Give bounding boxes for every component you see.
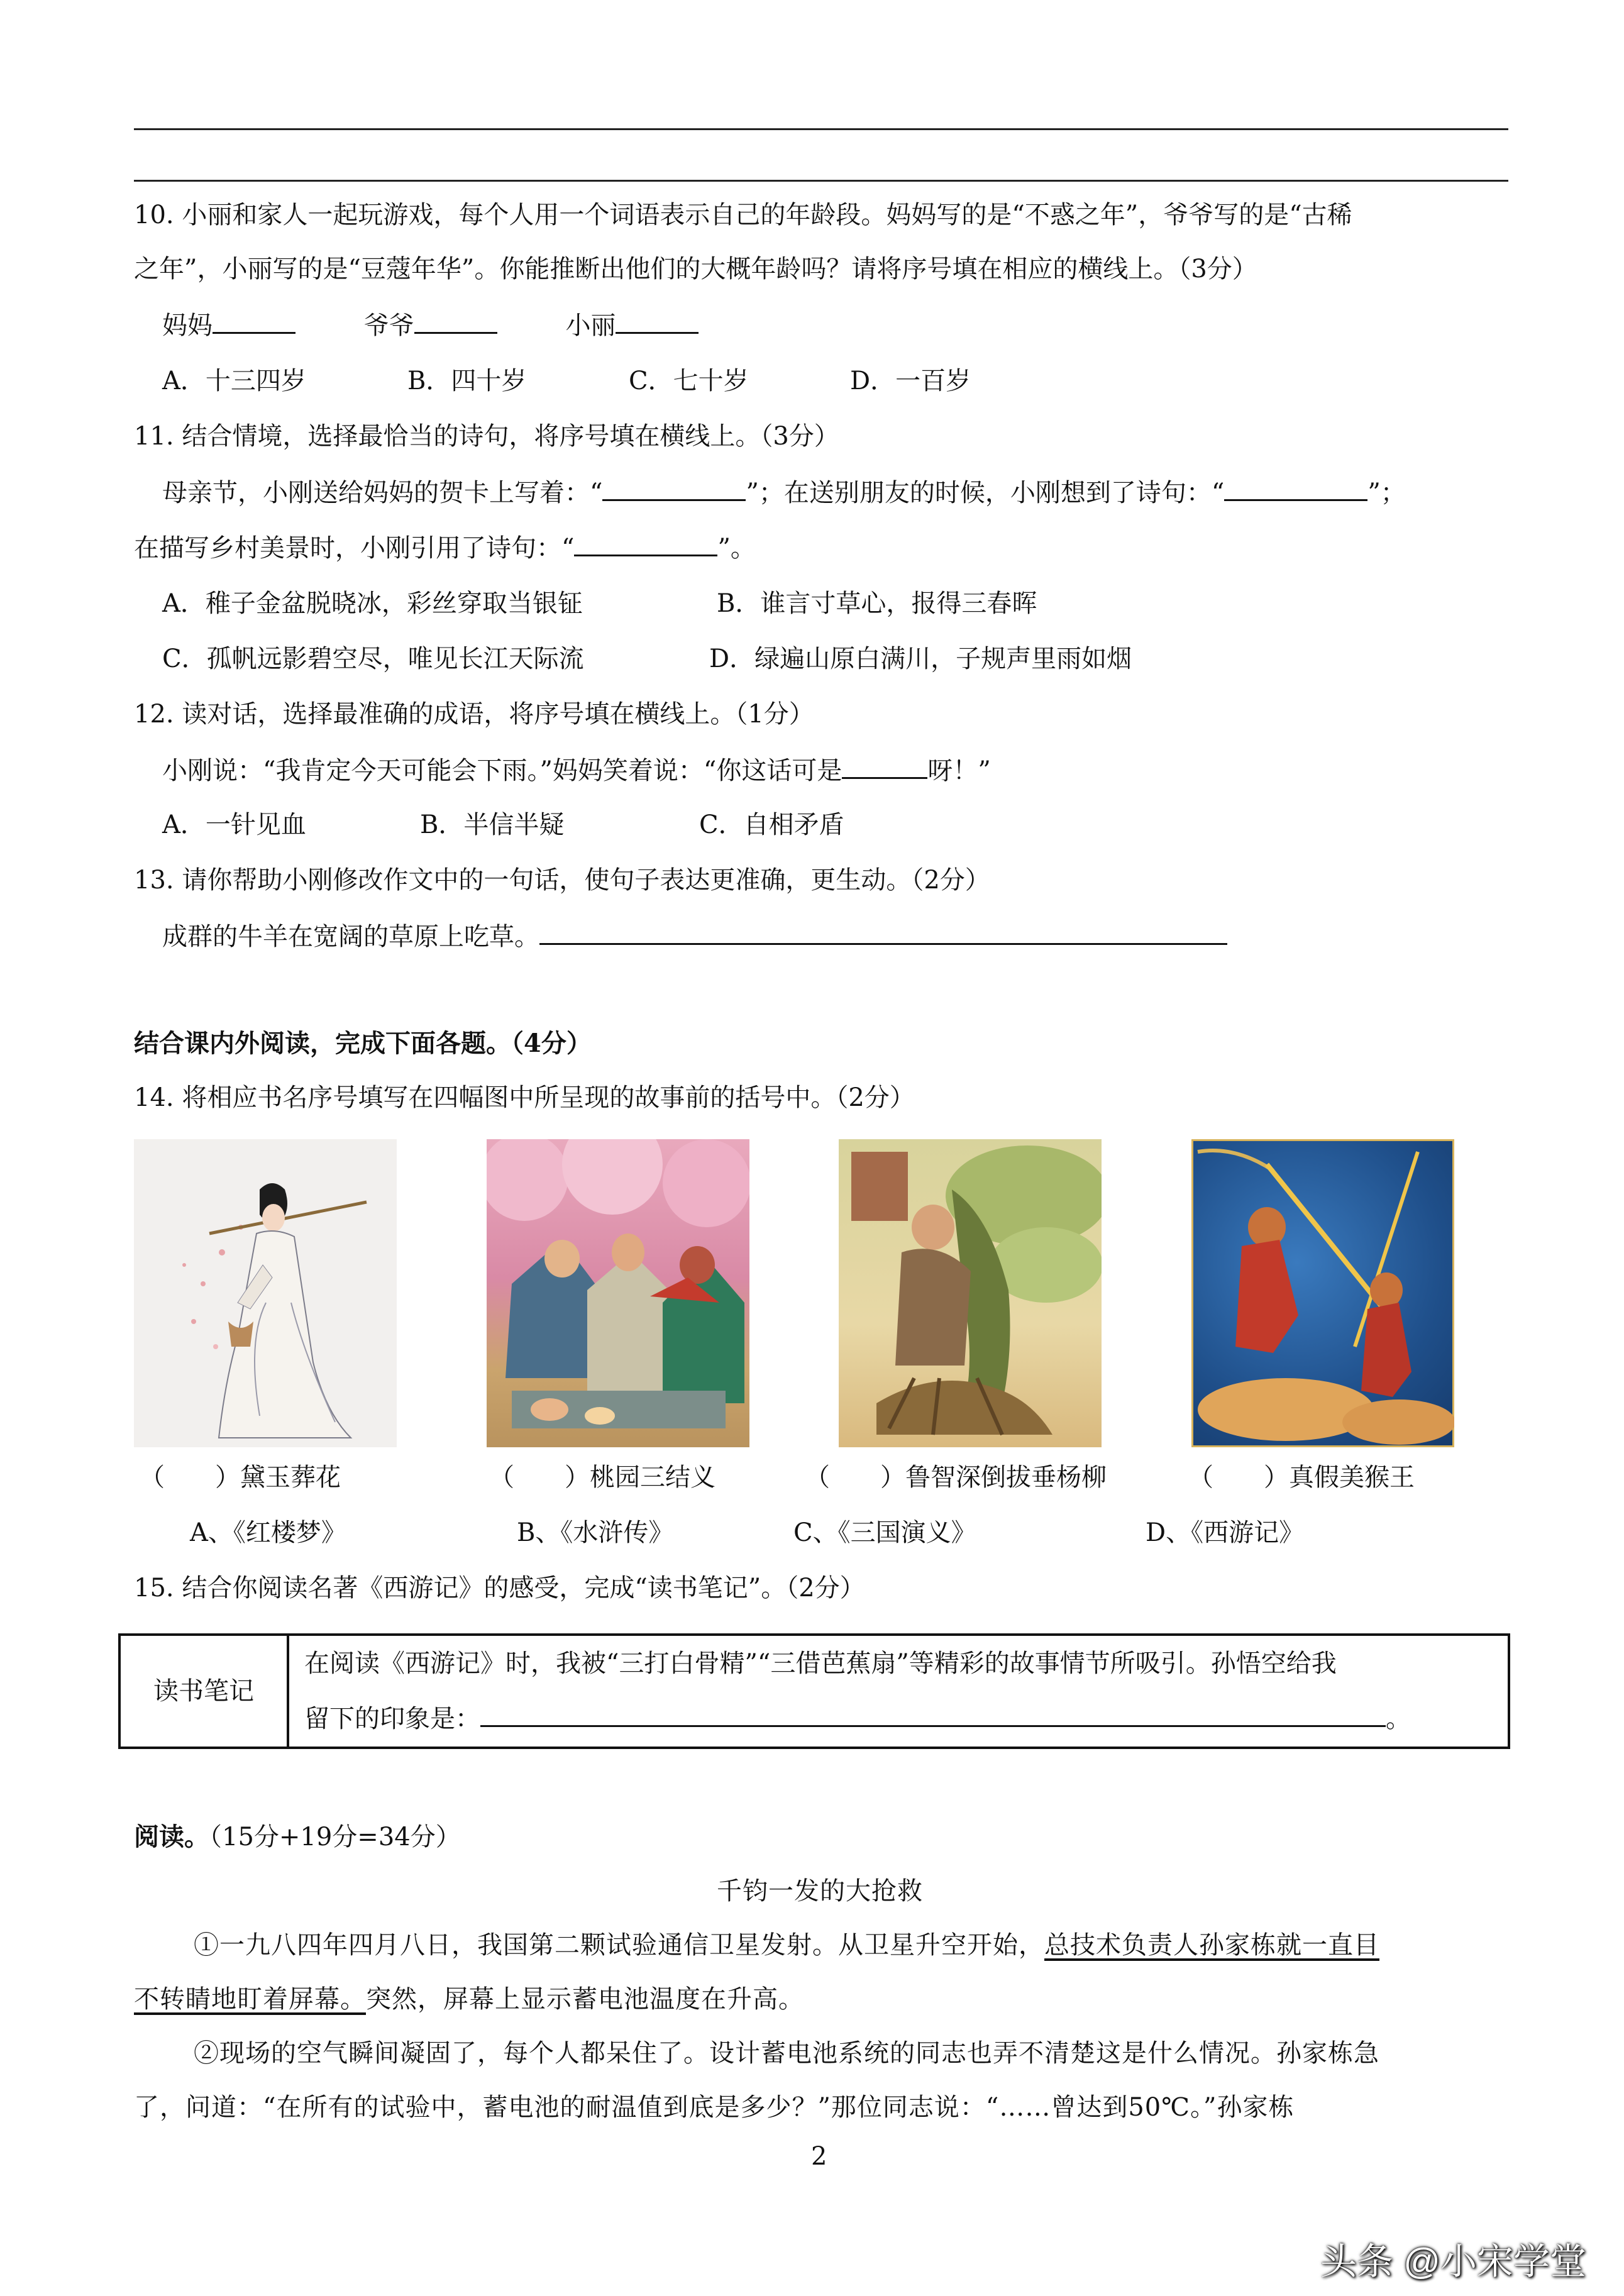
- daiyu-burying-flowers-illustration: [134, 1139, 397, 1447]
- reading-header-score: （15分+19分=34分）: [209, 1823, 461, 1852]
- q11-text-end2: ”。: [717, 534, 756, 563]
- q14-book-c: C、《三国演义》: [793, 1518, 976, 1547]
- q11-stem: 11. 结合情境，选择最恰当的诗句，将序号填在横线上。（3分）: [134, 422, 839, 451]
- true-false-monkey-king-illustration: [1191, 1139, 1454, 1447]
- q13-answer-blank[interactable]: [539, 918, 1227, 945]
- q14-story-1: [140, 1460, 341, 1495]
- q10-option-b: B．四十岁: [407, 367, 527, 395]
- reading-notes-line2: [304, 1691, 1493, 1747]
- q10-option-c: C．七十岁: [629, 367, 749, 395]
- q11-text-countryside: 在描写乡村美景时，小刚引用了诗句：“: [134, 534, 575, 563]
- reading-notes-table: [118, 1633, 1510, 1749]
- q14-book-d: D、《西游记》: [1146, 1518, 1305, 1547]
- q10-yeye-label: 爷爷: [363, 311, 414, 340]
- q11-blank-2[interactable]: [1224, 474, 1367, 501]
- q14-story-label-4: 真假美猴王: [1289, 1463, 1415, 1492]
- q11-option-b: B．谁言寸草心，报得三春晖: [717, 589, 1037, 618]
- q10-answer-row: [162, 307, 699, 343]
- q11-text-mothers-day: 母亲节，小刚送给妈妈的贺卡上写着：“: [162, 478, 603, 507]
- reading-notes-label: 读书笔记: [119, 1635, 288, 1748]
- q11-blank-3[interactable]: [574, 529, 717, 556]
- q11-text-end1: ”；: [1367, 478, 1406, 507]
- q14-story-label-1: 黛玉葬花: [240, 1463, 341, 1492]
- reading-para1-text: ①一九八四年四月八日，我国第二颗试验通信卫星发射。从卫星升空开始，: [194, 1931, 1044, 1960]
- q10-xiaoli-label: 小丽: [565, 311, 616, 340]
- reading-article-title: 千钧一发的大抢救: [717, 1877, 923, 1906]
- section-heading-reading-combo: 结合课内外阅读，完成下面各题。（4分）: [134, 1029, 592, 1058]
- q10-option-a: A．十三四岁: [162, 367, 306, 395]
- reading-notes-line1: 在阅读《西游记》时，我被“三打白骨精”“三借芭蕉扇”等精彩的故事情节所吸引。孙悟空给我: [304, 1649, 1337, 1678]
- q11-option-c: C．孤帆远影碧空尽，唯见长江天际流: [162, 644, 584, 673]
- lu-zhishen-uprooting-willow-illustration: [839, 1139, 1102, 1447]
- reading-notes-answer-blank[interactable]: [480, 1700, 1386, 1727]
- q15-stem: 15. 结合你阅读名著《西游记》的感受，完成“读书笔记”。（2分）: [134, 1574, 865, 1603]
- q12-dialog: [162, 752, 991, 788]
- q12-dialog-end: 呀！”: [927, 756, 991, 785]
- q11-option-d: D．绿遍山原白满川，子规声里雨如烟: [709, 644, 1132, 673]
- q12-option-b: B．半信半疑: [420, 810, 565, 839]
- q10-line2: 之年”，小丽写的是“豆蔻年华”。你能推断出他们的大概年龄吗？请将序号填在相应的横线上。（3分）: [134, 255, 1257, 284]
- reading-para1-line1: [194, 1928, 1379, 1963]
- reading-para1-underlined-1: 总技术负责人孙家栋就一直目: [1044, 1931, 1379, 1960]
- q14-book-b: B、《水浒传》: [517, 1518, 674, 1547]
- q10-mama-blank[interactable]: [213, 307, 296, 334]
- top-rule-2: [134, 180, 1508, 182]
- q12-blank[interactable]: [842, 752, 927, 779]
- watermark: 头条 @小宋学堂: [1320, 2241, 1586, 2282]
- q11-para-line2: [134, 529, 756, 566]
- reading-para1-text-end: 突然，屏幕上显示蓄电池温度在升高。: [366, 1985, 804, 2014]
- q13-stem: 13. 请你帮助小刚修改作文中的一句话，使句子表达更准确，更生动。（2分）: [134, 866, 990, 895]
- q14-story-4: [1188, 1460, 1415, 1495]
- q14-story-label-2: 桃园三结义: [590, 1463, 715, 1492]
- q11-text-farewell: ”；在送别朋友的时候，小刚想到了诗句：“: [746, 478, 1225, 507]
- q14-paren-1[interactable]: （ ）: [140, 1463, 240, 1492]
- q10-mama-label: 妈妈: [162, 311, 213, 340]
- reading-para2-line2: 了，问道：“在所有的试验中，蓄电池的耐温值到底是多少？”那位同志说：“……曾达到50℃。”孙家栋: [134, 2093, 1295, 2122]
- q11-blank-1[interactable]: [602, 474, 746, 501]
- q12-stem: 12. 读对话，选择最准确的成语，将序号填在横线上。（1分）: [134, 700, 814, 729]
- top-rule-1: [134, 128, 1508, 130]
- reading-para2-line1: ②现场的空气瞬间凝固了，每个人都呆住了。设计蓄电池系统的同志也弄不清楚这是什么情况。孙家栋急: [194, 2039, 1379, 2068]
- q14-book-a: A、《红楼梦》: [190, 1518, 346, 1547]
- q10-yeye-blank[interactable]: [414, 307, 497, 334]
- q13-sentence: 成群的牛羊在宽阔的草原上吃草。: [162, 922, 539, 951]
- q12-dialog-text: 小刚说：“我肯定今天可能会下雨。”妈妈笑着说：“你这话可是: [162, 756, 842, 785]
- reading-para1-line2: [134, 1982, 804, 2017]
- q14-paren-4[interactable]: （ ）: [1188, 1463, 1289, 1492]
- q11-para-line1: [162, 474, 1406, 511]
- q14-story-3: [805, 1460, 1107, 1495]
- q14-story-2: [489, 1460, 715, 1495]
- q14-stem: 14. 将相应书名序号填写在四幅图中所呈现的故事前的括号中。（2分）: [134, 1083, 915, 1112]
- q10-option-d: D．一百岁: [850, 367, 971, 395]
- peach-garden-oath-illustration: [487, 1139, 749, 1447]
- q14-paren-3[interactable]: （ ）: [805, 1463, 905, 1492]
- reading-notes-end: 。: [1386, 1704, 1411, 1733]
- q10-line1: 10. 小丽和家人一起玩游戏，每个人用一个词语表示自己的年龄段。妈妈写的是“不惑之年”，爷爷写的是“古稀: [134, 201, 1352, 229]
- q12-option-c: C．自相矛盾: [699, 810, 844, 839]
- q10-xiaoli-blank[interactable]: [616, 307, 699, 334]
- reading-para1-underlined-2: 不转睛地盯着屏幕。: [134, 1985, 366, 2014]
- page-number: 2: [811, 2142, 827, 2171]
- reading-notes-prompt: 留下的印象是：: [304, 1704, 480, 1733]
- reading-header: [134, 1819, 461, 1855]
- q11-option-a: A．稚子金盆脱晓冰，彩丝穿取当银钲: [162, 589, 583, 618]
- q13-sentence-row: [162, 918, 1227, 954]
- reading-notes-content: [288, 1635, 1509, 1748]
- q14-paren-2[interactable]: （ ）: [489, 1463, 590, 1492]
- q12-option-a: A．一针见血: [162, 810, 306, 839]
- reading-header-title: 阅读。: [134, 1822, 209, 1852]
- q14-story-label-3: 鲁智深倒拔垂杨柳: [905, 1463, 1107, 1492]
